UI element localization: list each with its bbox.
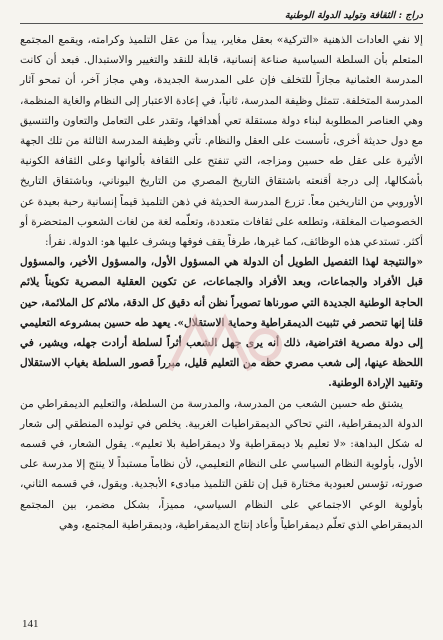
body-text xyxy=(20,30,423,535)
paragraph-2-quote: «والنتيجة لهذا التفصيل الطويل أن الدولة هي المسؤول الأول، والمسؤول الأخير، والمسؤول قبل الأفراد والجماعات، وبعد الأفراد والجماعات، عن تكوين العقلية المصرية تكويناً يلائم الحاجة الوطنية الجديدة التي صورناها تصويراً نظن أنه دقيق كل الدقة، ملائم كل الملائمة، حين قلنا إنها تنحصر في تثبيت الديمقراطية وحماية الاستقلال». يعهد طه حسين بمشروعه التعليمي إلى دولة مصرية افتراضية، ذلك أنه يرى جهل الشعب أثراً لسلطة أرادت جهله، ويشير، في اللحظة عينها، إلى شعب مصري حظه من التعليم قليل، مبرراً قصور السلطة بغياب الاستقلال وتقييد الإرادة الوطنية. xyxy=(20,256,423,390)
paragraph-1: إلا نفي العادات الذهنية «التركية» بعقل مغاير، يبدأ من عقل التلميذ وكرامته، ويقمع المجتمع المتعلم بأن السلطة السياسية صناعة إنسانية، قابلة للنقد والتغيير والاستبدال. فبعد أن كانت المدرسة العثمانية مجازاً للتخلف فإن على المدرسة الجديدة، وهي مجاز آخر، أن تمحو آثار المدرسة المتخلفة. تتمثل وظيفة المدرسة، ثانياً، في إعادة الاعتبار إلى النظام والغاية المنظمة، وهي العناصر المطلوبة لبناء دولة مستقلة تعي أهدافها، وتقدر على التعامل والتعاون والتنسيق مع دول حديثة أخرى، تأسست على العقل والنظام. تأتي وظيفة المدرسة الثالثة من تلك الجهة الأثيرة على عقل طه حسين ومزاجه، التي تنفتح على الثقافة بألوانها وعلى الثقافة الكونية بأشكالها، إلى درجة أقنعته باشتقاق التاريخ المصري من التاريخ اليوناني، وباشتقاق التاريخ الأوروبي من التاريخين معاً. تزرع المدرسة الحديثة في ذهن التلميذ قيماً إنسانية رحبة بعيدة عن الخصوصيات المغلقة، وتطلعه على ثقافات متعددة، وتعلّمه لغة من لغات الشعوب المتحضرة أو أكثر. تستدعي هذه الوظائف، كما غيرها، طرفاً يقف فوقها ويشرف عليها هو: الدولة. نقرأ: xyxy=(20,34,423,249)
paragraph-3: يشتق طه حسين الشعب من المدرسة، والمدرسة من السلطة، والتعليم الديمقراطي من الدولة الديمقراطية، التي تحاكي الديمقراطيات الغربية. يخلص في توليده المنطقي إلى شعار له شكل البداهة: «لا تعليم بلا ديمقراطية ولا ديمقراطية بلا تعليم». يقول الشعار، في قسمه الأول، بأولوية النظام السياسي على النظام التعليمي، لأن نظاماً مستبداً لا ينتج إلا مدرسة على صورته، تؤسس لعبودية مختارة قبل إن تلقن التلميذ مبادىء الأبجدية. ويقول، في قسمه الثاني، بأولوية الوعي الاجتماعي على النظام السياسي، مميزاً، بشكل مضمر، بين المجتمع الديمقراطي الذي تعلّم ديمقراطياً وأعاد إنتاج الديمقراطية، وديمقراطية المجتمع، وهي xyxy=(20,397,423,531)
running-header: دراج : الثقافة وتوليد الدولة الوطنية xyxy=(20,10,423,24)
page-number: 141 xyxy=(22,618,39,630)
